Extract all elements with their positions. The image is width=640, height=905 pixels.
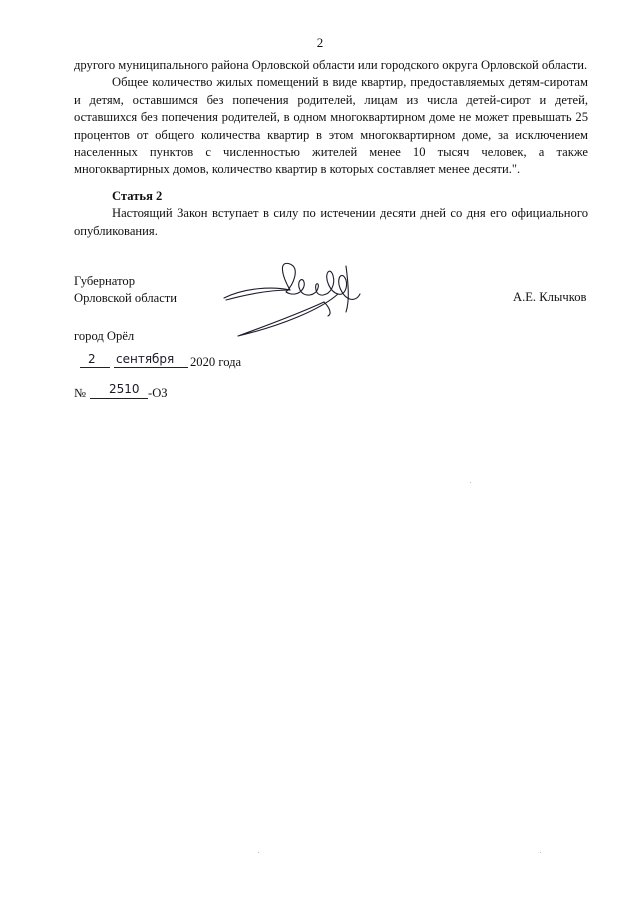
number-sign: №: [74, 386, 87, 400]
date-month: сентября: [116, 352, 175, 366]
article-2-heading: Статья 2: [112, 188, 163, 203]
scan-speck: [470, 482, 471, 483]
signatory-title-line-2: Орловской области: [74, 291, 178, 305]
paragraph-continuation: другого муниципального района Орловской области или городского округа Орловской области.: [74, 58, 588, 72]
signing-date: [74, 352, 374, 372]
law-number-value: 2510: [109, 382, 140, 396]
paragraph-apartments-limit: Общее количество жилых помещений в виде квартир, предоставляемых детям-сиротам и детям, оставшимся без попечения родителей, лицам из числа детей-сирот и детей, оставшихся без попечения родителей, в одном многоквартирном доме не может превышать 25 процентов от общего количества квартир в этом многоквартирном доме, за исключением населенных пунктов с численностью жителей менее 10 тысяч человек, а также многоквартирных домов, количество квартир в которых составляет менее десяти.".: [74, 75, 588, 177]
scan-speck: [540, 852, 541, 853]
date-year: 2020 года: [190, 355, 242, 369]
signatory-title: [74, 273, 177, 307]
page-number: 2: [316, 35, 324, 50]
handwritten-signature: [220, 252, 370, 344]
paragraph-effective-date: Настоящий Закон вступает в силу по истечении десяти дней со дня его официального опубликования.: [74, 206, 588, 238]
law-number-underline: [90, 398, 148, 399]
signatory-title-line-1: Губернатор: [74, 274, 135, 288]
signatory-name: А.Е. Клычков: [513, 290, 587, 304]
date-month-underline: [114, 367, 188, 368]
date-day: 2: [88, 352, 96, 366]
law-number-suffix: -ОЗ: [148, 386, 168, 400]
date-day-underline: [80, 367, 110, 368]
place-of-signing: город Орёл: [74, 329, 135, 343]
scan-speck: [258, 852, 259, 853]
document-body: [74, 57, 588, 240]
law-number: [74, 382, 274, 404]
